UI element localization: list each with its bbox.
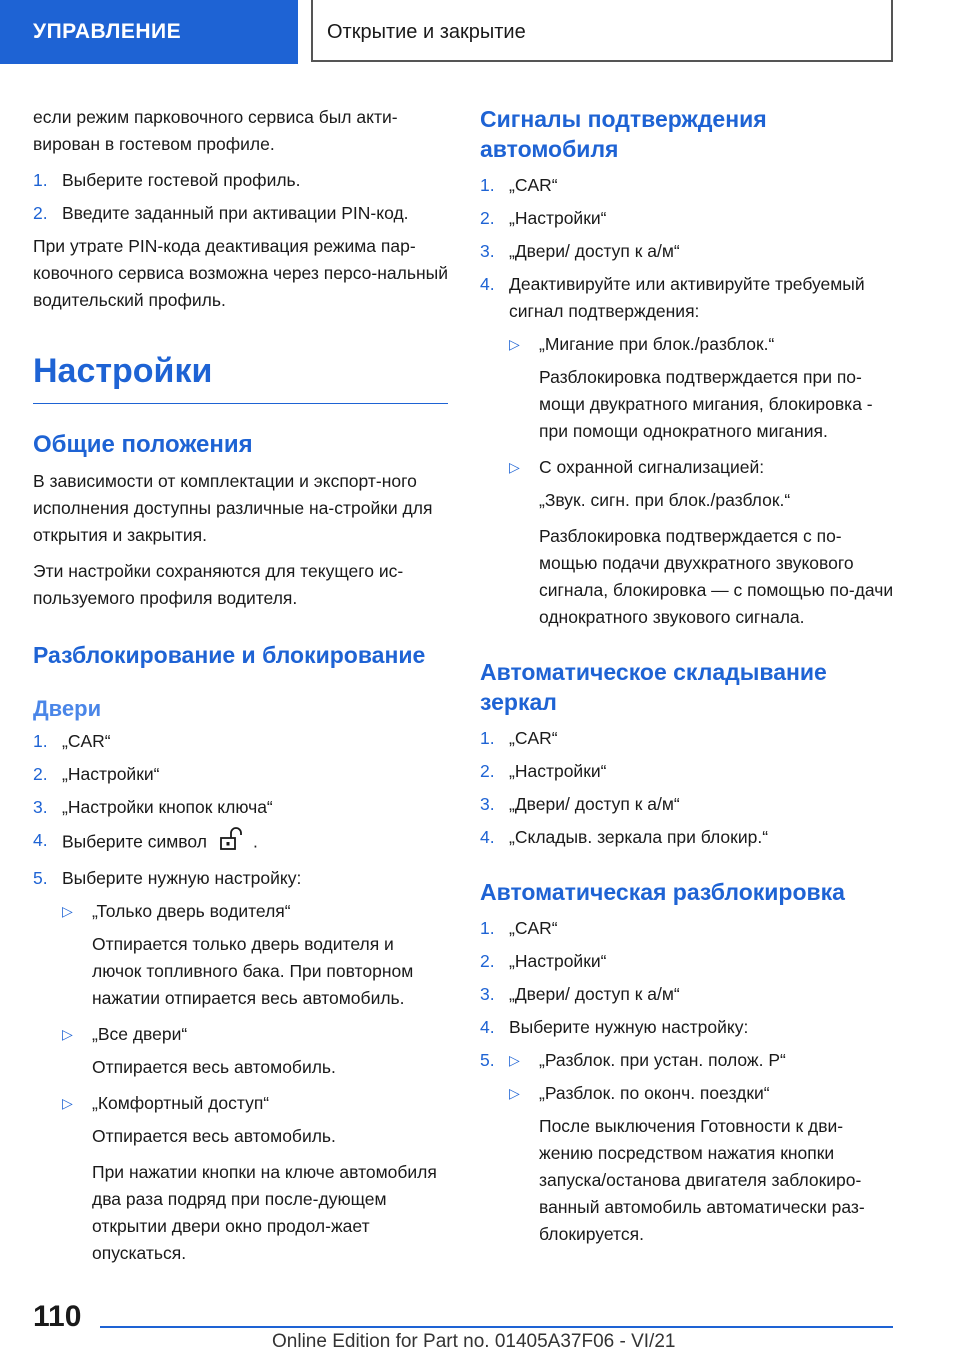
footer-edition: Online Edition for Part no. 01405A37F06 - VI/21 <box>272 1331 676 1352</box>
list-item: 2. „Настройки“ <box>480 761 607 781</box>
option-description: При нажатии кнопки на ключе автомобиля два раза подряд при после-дующем открытии двери окно продол-жает опускаться. <box>92 1162 437 1263</box>
pin-loss-paragraph: При утрате PIN-кода деактивация режима пар-ковочного сервиса возможна через персо-нальный водительский профиль. <box>33 236 448 310</box>
list-item: 2. „Настройки“ <box>480 208 607 228</box>
list-item: 1. Выберите гостевой профиль. <box>33 170 301 190</box>
heading-unlock-lock: Разблокирование и блокирование <box>33 642 426 668</box>
left-column <box>33 104 448 1276</box>
sub-list-item: ▷ „Комфортный доступ“ <box>62 1090 448 1117</box>
sub-list-item: ▷ „Разблок. по оконч. поездки“ <box>509 1080 895 1107</box>
list-item: 3. „Настройки кнопок ключа“ <box>33 797 273 817</box>
list-item: 4. Выберите нужную настройку: <box>480 1017 749 1037</box>
list-item: 2. Введите заданный при активации PIN-код. <box>33 203 409 223</box>
triangle-bullet-icon: ▷ <box>62 1026 73 1042</box>
sub-list-item: ▷ „Все двери“ <box>62 1021 448 1048</box>
general-paragraph-1: В зависимости от комплектации и экспорт-ного исполнения доступны различные на-стройки для открытия и закрытия. <box>33 471 433 545</box>
sub-list-item: ▷ „Мигание при блок./разблок.“ <box>509 331 895 358</box>
option-description: Отпирается только дверь водителя и лючок топливного бака. При повторном нажатии отпирается весь автомобиль. <box>92 934 414 1008</box>
list-item: 5. ▷ „Разблок. при устан. полож. P“ <box>480 1047 895 1074</box>
heading-general: Общие положения <box>33 431 253 458</box>
triangle-bullet-icon: ▷ <box>509 1052 520 1068</box>
triangle-bullet-icon: ▷ <box>62 1095 73 1111</box>
header-section-label: УПРАВЛЕНИЕ <box>33 20 182 43</box>
list-item: 3. „Двери/ доступ к а/м“ <box>480 984 680 1004</box>
heading-confirm-signals: Сигналы подтверждения автомобиля <box>480 106 767 162</box>
list-item: 4. „Складыв. зеркала при блокир.“ <box>480 827 769 847</box>
header-title: Открытие и закрытие <box>327 21 526 43</box>
option-description: „Звук. сигн. при блок./разблок.“ <box>539 490 791 510</box>
list-item: 1. „CAR“ <box>480 175 558 195</box>
sub-list-item: ▷ „Только дверь водителя“ <box>62 898 448 925</box>
page-number: 110 <box>33 1300 82 1333</box>
option-description: После выключения Готовности к дви-жению посредством нажатия кнопки запуска/останова двигателя заблокиро-ванный автомобиль автоматически раз-блокируется. <box>539 1116 865 1244</box>
triangle-bullet-icon: ▷ <box>509 336 520 352</box>
list-item: 2. „Настройки“ <box>480 951 607 971</box>
unlock-icon <box>219 827 245 859</box>
triangle-bullet-icon: ▷ <box>62 903 73 919</box>
heading-mirror-folding: Автоматическое складывание зеркал <box>480 659 827 715</box>
header-section-tab <box>0 0 298 64</box>
option-description: Разблокировка подтверждается с по-мощью подачи двухкратного звукового сигнала, блокировка — с помощью по-дачи однократного звукового сигнала. <box>539 526 894 627</box>
list-item: 2. „Настройки“ <box>33 764 160 784</box>
section-title-settings: Настройки <box>33 352 448 404</box>
list-item: 1. „CAR“ <box>480 918 558 938</box>
triangle-bullet-icon: ▷ <box>509 1085 520 1101</box>
heading-doors: Двери <box>33 696 102 721</box>
list-item: 4. Деактивируйте или активируйте требуемый сигнал подтверждения: <box>480 274 865 321</box>
list-item: 3. „Двери/ доступ к а/м“ <box>480 241 680 261</box>
triangle-bullet-icon: ▷ <box>509 459 520 475</box>
heading-auto-unlock: Автоматическая разблокировка <box>480 879 845 905</box>
list-item: 4. Выберите символ . <box>33 827 448 859</box>
list-item: 1. „CAR“ <box>480 728 558 748</box>
header-title-box <box>311 0 893 62</box>
option-description: Отпирается весь автомобиль. <box>92 1126 336 1146</box>
option-description: Разблокировка подтверждается при по-мощи двукратного мигания, блокировка - при помощи однократного мигания. <box>539 367 873 441</box>
general-paragraph-2: Эти настройки сохраняются для текущего ис-пользуемого профиля водителя. <box>33 561 404 608</box>
sub-list-item: ▷ С охранной сигнализацией: <box>509 454 895 481</box>
list-item: 1. „CAR“ <box>33 731 111 751</box>
right-column <box>480 104 895 1257</box>
intro-paragraph: если режим парковочного сервиса был акти-вирован в гостевом профиле. <box>33 107 398 154</box>
option-description: Отпирается весь автомобиль. <box>92 1057 336 1077</box>
footer-divider <box>100 1326 893 1328</box>
list-item: 5. Выберите нужную настройку: <box>33 868 302 888</box>
list-item: 3. „Двери/ доступ к а/м“ <box>480 794 680 814</box>
